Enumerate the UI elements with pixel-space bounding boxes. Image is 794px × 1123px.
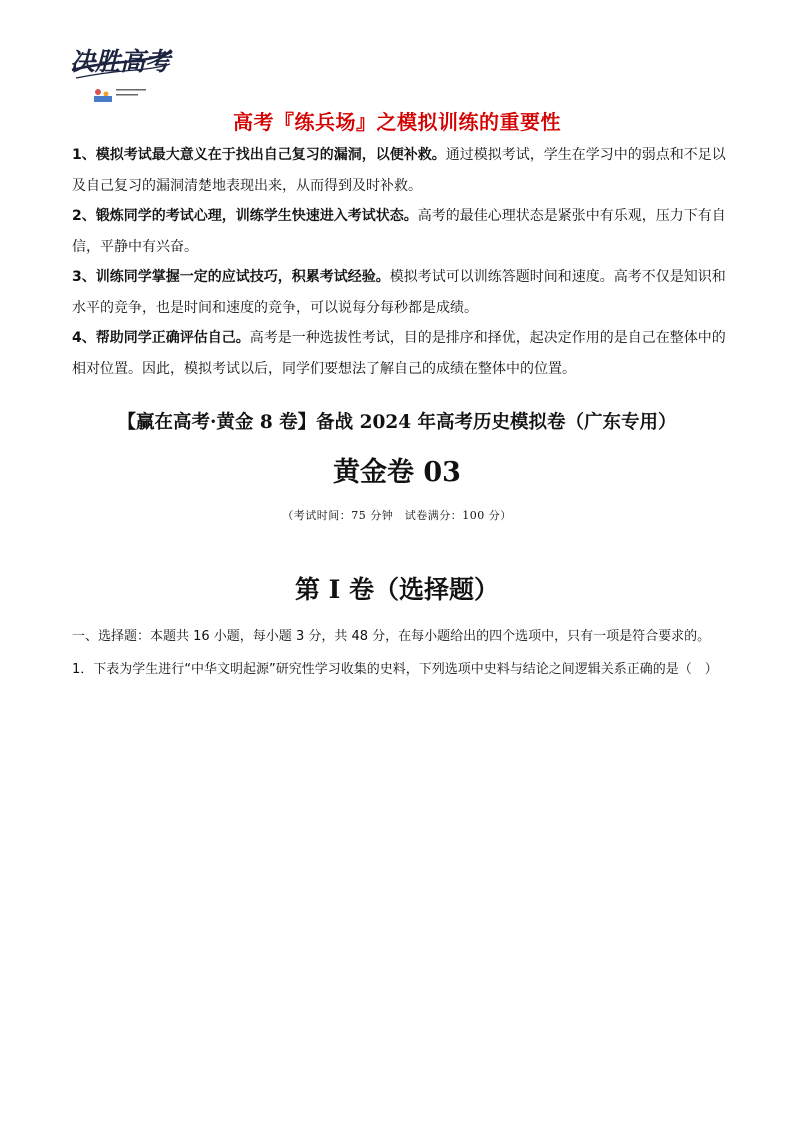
intro-point-3-body: 模拟考试可以训练答题时间和速度。高考不仅是知识和水平的竞争，也是时间和速度的竞争，可以说每分每秒都是成绩。 (72, 269, 726, 316)
intro-point-3-lead: 3、训练同学掌握一定的应试技巧，积累考试经验。 (72, 269, 390, 285)
question-1-stem: 1．下表为学生进行“中华文明起源”研究性学习收集的史料，下列选项中史料与结论之间逻辑关系正确的是（ ） (72, 662, 718, 677)
intro-point-2-body: 高考的最佳心理状态是紧张中有乐观，压力下有自信，平静中有兴奋。 (72, 208, 726, 255)
intro-point-1-lead: 1、模拟考试最大意义在于找出自己复习的漏洞，以便补救。 (72, 147, 446, 163)
exam-info: （考试时间：75 分钟 试卷满分：100 分） (282, 509, 512, 522)
intro-title: 高考『练兵场』之模拟训练的重要性 (233, 110, 561, 134)
intro-point-3 (72, 262, 728, 323)
intro-point-1-body: 通过模拟考试，学生在学习中的弱点和不足以及自己复习的漏洞清楚地表现出来，从而得到及时补救。 (72, 147, 726, 194)
logo (66, 34, 178, 108)
paper-title: 黄金卷 03 (333, 457, 461, 488)
logo-text: 决胜高考 (70, 47, 171, 76)
intro-point-2 (72, 201, 728, 262)
intro-point-2-lead: 2、锻炼同学的考试心理，训练学生快速进入考试状态。 (72, 208, 418, 224)
choice-section (72, 622, 728, 685)
logo-graphic (66, 34, 178, 108)
series-title: 【赢在高考·黄金 8 卷】备战 2024 年高考历史模拟卷（广东专用） (117, 412, 677, 433)
intro-point-4-body: 高考是一种选拔性考试，目的是排序和择优，起决定作用的是自己在整体中的相对位置。因此，模拟考试以后，同学们要想法了解自己的成绩在整体中的位置。 (72, 330, 726, 377)
intro-points (72, 140, 728, 384)
section-instructions: 一、选择题：本题共 16 小题，每小题 3 分，共 48 分，在每小题给出的四个选项中，只有一项是符合要求的。 (72, 629, 711, 644)
intro-point-4-lead: 4、帮助同学正确评估自己。 (72, 330, 250, 346)
intro-point-1 (72, 140, 728, 201)
intro-point-4 (72, 323, 728, 384)
volume-title: 第 I 卷（选择题） (294, 575, 500, 604)
